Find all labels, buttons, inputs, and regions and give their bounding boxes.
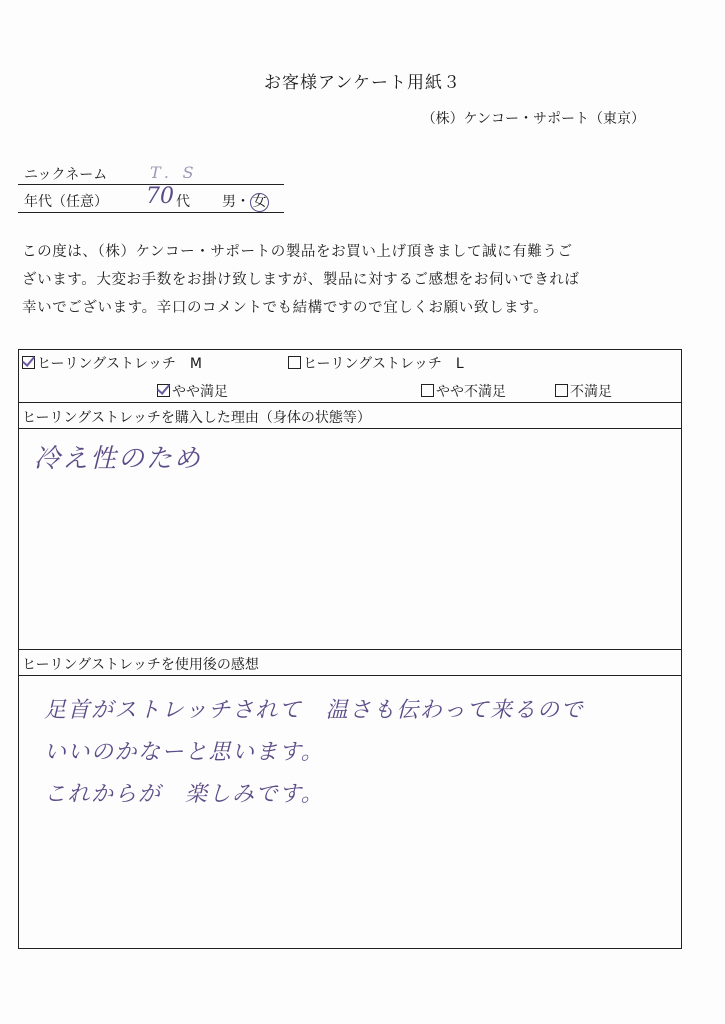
checkbox-icon[interactable]: [288, 356, 301, 369]
age-label: 年代（任意）: [24, 194, 108, 210]
age-suffix: 代: [176, 194, 190, 210]
divider: [18, 675, 682, 676]
intro-line: 幸いでございます。辛口のコメントでも結構ですので宜しくお願い致します。: [22, 300, 549, 316]
divider: [18, 649, 682, 650]
intro-line: この度は、（株）ケンコー・サポートの製品をお買い上げ頂きまして誠に有難うご: [22, 244, 573, 260]
checkbox-icon[interactable]: [421, 384, 434, 397]
impression-line: これからが 楽しみです。: [44, 782, 325, 807]
gender-options: [222, 191, 269, 212]
divider: [18, 402, 682, 403]
impression-line: 足首がストレッチされて 温さも伝わって来るので: [44, 698, 585, 723]
age-underline: [18, 212, 284, 213]
reason-label: ヒーリングストレッチを購入した理由（身体の状態等）: [22, 410, 371, 426]
product-option-m[interactable]: ヒーリングストレッチ M: [22, 353, 202, 373]
product-option-l[interactable]: ヒーリングストレッチ L: [288, 353, 464, 373]
impression-line: いいのかなーと思います。: [44, 740, 325, 765]
checkbox-checked-icon[interactable]: [22, 356, 35, 369]
company-name: （株）ケンコー・サポート（東京）: [421, 111, 645, 127]
nickname-value[interactable]: T．S: [150, 163, 197, 182]
checkbox-checked-icon[interactable]: [157, 384, 170, 397]
checkbox-icon[interactable]: [555, 384, 568, 397]
intro-line: ざいます。大変お手数をお掛け致しますが、製品に対するご感想をお伺いできれば: [22, 272, 580, 288]
impression-answer[interactable]: [44, 690, 584, 816]
intro-paragraph: [22, 238, 672, 322]
gender-female-circled[interactable]: 女: [250, 193, 269, 212]
age-value[interactable]: 70: [146, 184, 174, 209]
satisfaction-option-slightly-unsatisfied[interactable]: やや不満足: [421, 381, 506, 401]
reason-answer[interactable]: 冷え性のため: [34, 444, 203, 474]
nickname-label: ニックネーム: [24, 167, 108, 183]
gender-male[interactable]: 男・: [222, 194, 250, 210]
satisfaction-option-satisfied[interactable]: やや満足: [157, 381, 228, 401]
impression-label: ヒーリングストレッチを使用後の感想: [22, 657, 259, 673]
divider: [18, 428, 682, 429]
form-title: お客様アンケート用紙３: [264, 73, 461, 93]
satisfaction-option-unsatisfied[interactable]: 不満足: [555, 381, 612, 401]
